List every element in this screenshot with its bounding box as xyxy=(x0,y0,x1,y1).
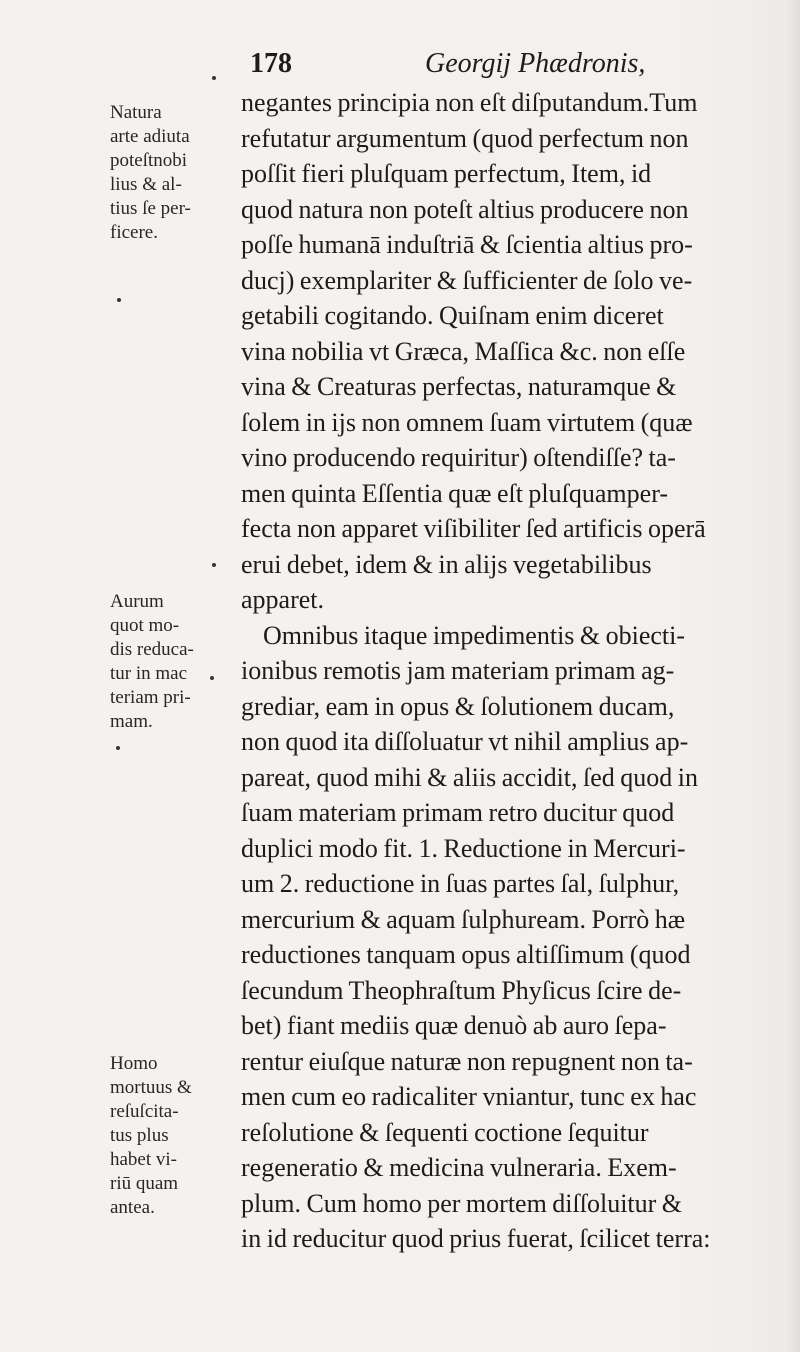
body-line: ionibus remotis jam materiam primam ag- xyxy=(241,656,675,685)
body-line: bet) fiant mediis quæ denuò ab auro ſepa- xyxy=(241,1011,667,1040)
ink-speck xyxy=(116,746,120,750)
margin-note-line: tus plus xyxy=(110,1125,169,1146)
body-line: vina nobilia vt Græca, Maſſica &c. non eſſe xyxy=(241,336,686,366)
margin-note-line: mam. xyxy=(110,711,153,732)
margin-note-line: habet vi- xyxy=(110,1149,178,1170)
margin-note-line: quot mo- xyxy=(110,615,180,636)
body-line: ſecundum Theophraſtum Phyſicus ſcire de- xyxy=(241,975,682,1005)
body-line: duplici modo fit. 1. Reductione in Mercuri- xyxy=(241,833,686,863)
ink-speck xyxy=(212,76,216,80)
margin-note-line: dis reduca- xyxy=(110,639,194,660)
body-line: erui debet, idem & in alijs vegetabilibus xyxy=(241,549,652,579)
body-line: refutatur argumentum (quod perfectum non xyxy=(241,123,689,153)
body-line: vina & Creaturas perfectas, naturamque & xyxy=(241,372,677,401)
body-line: non quod ita diſſoluatur vt nihil amplius ap- xyxy=(241,727,689,756)
margin-note-line: teriam pri- xyxy=(110,687,191,708)
body-line: poſſit fieri pluſquam perfectum, Item, id xyxy=(241,159,652,188)
body-line: quod natura non poteſt altius producere non xyxy=(241,194,689,224)
margin-note-line: riū quam xyxy=(110,1173,179,1194)
margin-note-homo xyxy=(110,1052,238,1220)
body-line: um 2. reductione in ſuas partes ſal, ſulphur, xyxy=(241,869,680,898)
margin-note-line: Homo xyxy=(110,1053,158,1074)
margin-note-line: antea. xyxy=(110,1197,155,1218)
page-edge-shadow xyxy=(786,0,800,1352)
running-title: Georgij Phædronis, xyxy=(425,48,646,79)
margin-note-aurum xyxy=(110,590,238,734)
body-line: getabili cogitando. Quiſnam enim diceret xyxy=(241,301,664,330)
margin-note-line: tius ſe per- xyxy=(110,198,191,219)
body-line: grediar, eam in opus & ſolutionem ducam, xyxy=(241,691,675,721)
margin-note-line: tur in mac xyxy=(110,663,188,684)
body-line: men quinta Eſſentia quæ eſt pluſquamper- xyxy=(241,478,668,508)
body-line: men cum eo radicaliter vniantur, tunc ex hac xyxy=(241,1082,697,1111)
margin-note-line: Natura xyxy=(110,102,162,123)
margin-note-line: Aurum xyxy=(110,591,164,612)
ink-speck xyxy=(210,676,214,680)
margin-note-line: mortuus & xyxy=(110,1077,192,1098)
margin-note-line: lius & al- xyxy=(110,174,182,195)
body-line: in id reducitur quod prius fuerat, ſcilicet terra: xyxy=(241,1224,711,1253)
body-line: ſuam materiam primam retro ducitur quod xyxy=(241,798,675,827)
body-line: fecta non apparet viſibiliter ſed artificis operā xyxy=(241,514,706,543)
body-line: reductiones tanquam opus altiſſimum (quod xyxy=(241,940,691,969)
body-line: rentur eiuſque naturæ non repugnent non ta- xyxy=(241,1046,693,1076)
margin-note-natura xyxy=(110,101,238,245)
page-number: 178 xyxy=(250,48,292,79)
ink-speck xyxy=(212,563,216,567)
body-line: reſolutione & ſequenti coctione ſequitur xyxy=(241,1117,649,1147)
body-text xyxy=(241,85,786,1257)
body-line: apparet. xyxy=(241,585,325,614)
body-line-paragraph-start: Omnibus itaque impedimentis & obiecti- xyxy=(263,620,686,650)
margin-note-line: arte adiuta xyxy=(110,126,190,147)
body-line: ducj) exemplariter & ſufficienter de ſolo ve- xyxy=(241,265,693,295)
ink-speck xyxy=(117,298,121,302)
margin-note-line: ficere. xyxy=(110,222,158,243)
margin-note-line: reſuſcita- xyxy=(110,1101,179,1122)
body-line: ſolem in ijs non omnem ſuam virtutem (quæ xyxy=(241,407,693,437)
body-line: plum. Cum homo per mortem diſſoluitur & xyxy=(241,1188,683,1218)
body-line: poſſe humanā induſtriā & ſcientia altius pro- xyxy=(241,230,693,259)
margin-note-line: poteſtnobi xyxy=(110,150,188,171)
body-line: vino producendo requiritur) oſtendiſſe? ta- xyxy=(241,443,676,472)
body-line: mercurium & aquam ſulphuream. Porrò hæ xyxy=(241,904,686,934)
body-line: negantes principia non eſt diſputandum.Tum xyxy=(241,88,698,117)
body-line: regeneratio & medicina vulneraria. Exem- xyxy=(241,1153,677,1182)
body-line: pareat, quod mihi & aliis accidit, ſed quod in xyxy=(241,762,699,792)
